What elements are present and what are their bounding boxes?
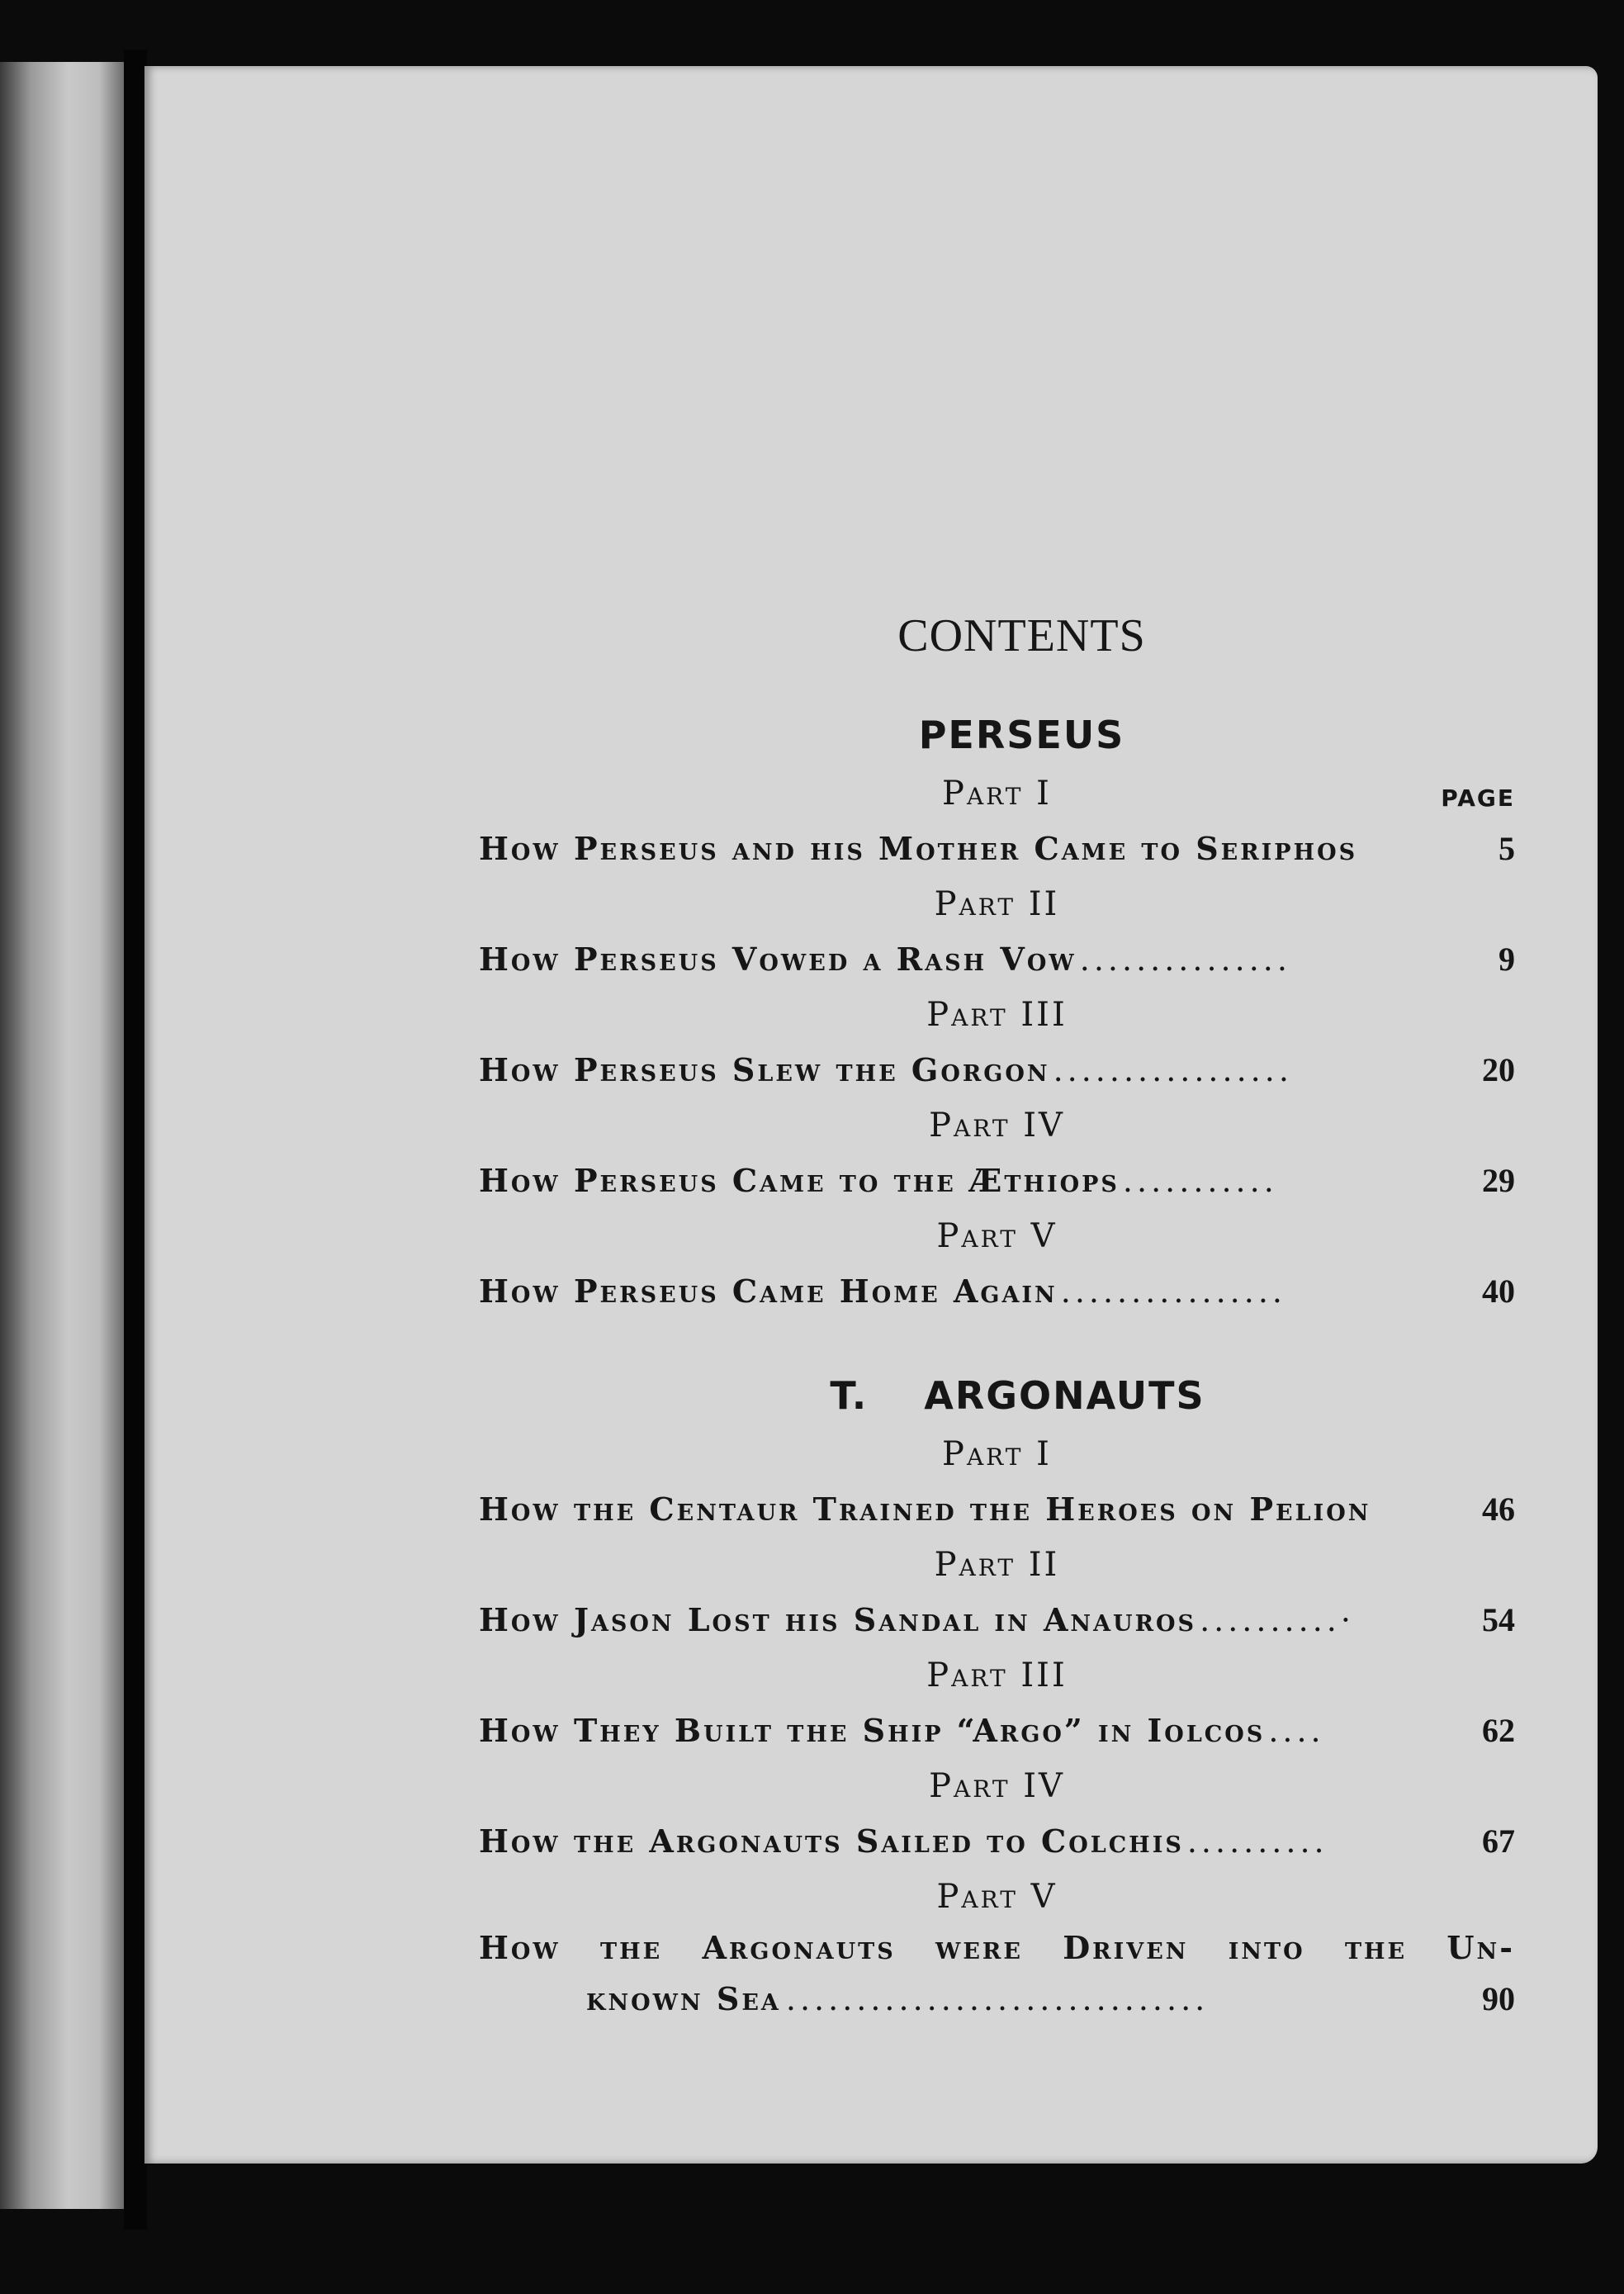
- entry-title: How Perseus and his Mother Came to Seriphos: [479, 830, 1358, 867]
- part-heading-row: [479, 1761, 1515, 1812]
- part-heading-row: [479, 1871, 1515, 1922]
- toc-entry: [479, 1262, 1515, 1321]
- entry-title-line2-row: [479, 1974, 1515, 2025]
- part-heading-row: [479, 1211, 1515, 1262]
- toc-entry: [479, 1590, 1515, 1650]
- toc-entry: [479, 819, 1515, 879]
- part-heading-row: [479, 989, 1515, 1040]
- part-label: Part IV: [929, 1107, 1065, 1145]
- contents-heading: CONTENTS: [897, 610, 1146, 661]
- section-title-perseus: PERSEUS: [918, 713, 1125, 757]
- entry-title-line2: known Sea: [586, 1980, 781, 2017]
- toc-entry: [479, 1480, 1515, 1539]
- leader-dots: ..........·: [1200, 1602, 1355, 1638]
- section-title-argonauts: T. ARGONAUTS: [830, 1373, 1205, 1418]
- entry-title: How the Centaur Trained the Heroes on Pelion: [479, 1491, 1371, 1528]
- toc-entry: [479, 1040, 1515, 1100]
- entry-title-line1: How the Argonauts were Driven into the Un-: [479, 1929, 1515, 1966]
- part-heading-row: [479, 1429, 1515, 1480]
- page-number: 5: [1499, 830, 1515, 867]
- page-number: 46: [1482, 1491, 1515, 1528]
- part-heading-row: [479, 1650, 1515, 1701]
- book-page: [144, 66, 1598, 2164]
- page-number: 54: [1482, 1601, 1515, 1638]
- page-column-heading: PAGE: [1441, 784, 1515, 812]
- entry-title: How They Built the Ship “Argo” in Iolcos: [479, 1712, 1266, 1749]
- page-number: 40: [1482, 1273, 1515, 1310]
- toc-entry: [479, 1151, 1515, 1211]
- entry-title: How Jason Lost his Sandal in Anauros: [479, 1601, 1197, 1638]
- part-label: Part III: [926, 996, 1068, 1034]
- leader-dots: .................: [1053, 1052, 1293, 1088]
- toc-entry: [479, 930, 1515, 989]
- left-page-edge: [0, 62, 124, 2209]
- part-label: Part IV: [929, 1767, 1065, 1805]
- page-number: 90: [1482, 1980, 1515, 2017]
- toc-entry: [479, 1922, 1515, 2025]
- entry-title: How Perseus Came to the Æthiops: [479, 1162, 1120, 1199]
- part-heading-row: [479, 879, 1515, 930]
- toc-entry: [479, 1812, 1515, 1871]
- part-label: Part V: [936, 1878, 1058, 1916]
- part-label: Part I: [942, 775, 1052, 813]
- part-label: Part I: [942, 1435, 1052, 1473]
- leader-dots: ...............: [1079, 941, 1291, 978]
- entry-title: How Perseus Slew the Gorgon: [479, 1051, 1050, 1088]
- part-label: Part V: [936, 1217, 1058, 1255]
- leader-dots: ...........: [1122, 1163, 1278, 1199]
- leader-dots: ..............................: [785, 1981, 1210, 2017]
- part-heading-row: [479, 1100, 1515, 1151]
- part-label: Part II: [934, 1546, 1060, 1584]
- leader-dots: ................: [1060, 1273, 1286, 1310]
- part-label: Part III: [926, 1657, 1068, 1694]
- entry-title: How Perseus Came Home Again: [479, 1273, 1058, 1310]
- entry-title: How the Argonauts Sailed to Colchis: [479, 1822, 1184, 1860]
- page-number: 9: [1499, 941, 1515, 978]
- toc-entry: [479, 1701, 1515, 1761]
- part-heading-row: [479, 768, 1515, 819]
- leader-dots: ..........: [1186, 1823, 1328, 1860]
- page-number: 62: [1482, 1712, 1515, 1749]
- book-spine: [124, 50, 147, 2230]
- page-number: 29: [1482, 1162, 1515, 1199]
- entry-title: How Perseus Vowed a Rash Vow: [479, 941, 1077, 978]
- page-number: 20: [1482, 1051, 1515, 1088]
- part-heading-row: [479, 1539, 1515, 1590]
- table-of-contents: [479, 603, 1515, 2025]
- page-number: 67: [1482, 1822, 1515, 1860]
- leader-dots: ....: [1268, 1713, 1325, 1749]
- part-label: Part II: [934, 885, 1060, 923]
